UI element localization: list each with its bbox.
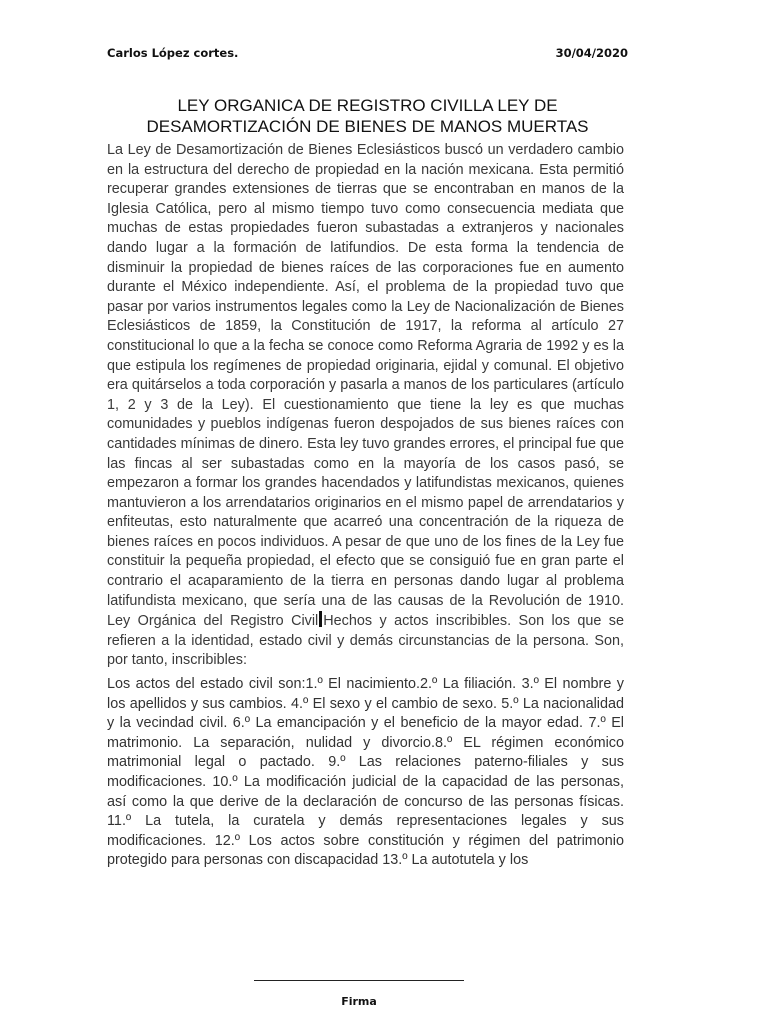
document-date: 30/04/2020 [555,46,628,60]
author-name: Carlos López cortes. [107,46,239,60]
paragraph-2: Los actos del estado civil son:1.º El nacimiento.2.º La filiación. 3.º El nombre y los apellidos y sus cambios. 4.º El sexo y el cambio de sexo. 5.º La nacionalidad y la vecindad civil. 6.º La emancipación y el beneficio de la mayor edad. 7.º El matrimonio. La separación, nulidad y divorcio.8.º EL régimen económico matrimonial legal o pactado. 9.º Las relaciones paterno-filiales y sus modificaciones. 10.º La modificación judicial de la capacidad de las personas, así como la que derive de la declaración de concurso de las personas físicas. 11.º La tutela, la curatela y demás representaciones legales y sus modificaciones. 12.º Los actos sobre constitución y régimen del patrimonio protegido para personas con discapacidad 13.º La autotutela y los [107,676,624,869]
paragraph-1-tail-a: . Ley Orgánica del Registro Civil [107,592,624,630]
signature-label: Firma [341,995,377,1008]
signature-line [254,980,464,981]
paragraph-1-text: La Ley de Desamortización de Bienes Eclesiásticos buscó un verdadero cambio en la estructura del derecho de propiedad en la nación mexicana. Esta permitió recuperar grandes extensiones de tierras que se encontraban en manos de la Iglesia Católica, pero al mismo tiempo tuvo como consecuencia mediata que muchas de estas propiedades fueron subastadas a extranjeros y nacionales dando lugar a la formación de latifundios. De esta forma la tendencia de disminuir la propiedad de bienes raíces de las corporaciones fue en aumento durante el México independiente. Así, el problema de la propiedad tuvo que pasar por varios instrumentos legales como la Ley de Nacionalización de Bienes Eclesiásticos de 1859, la Constitución de 1917, la reforma al artículo 27 constitucional lo que a la fecha se conoce como Reforma Agraria de 1992 y es la que estipula los regímenes de propiedad originaria, ejidal y comunal. El objetivo era quitárselos a toda corporación y pasarla a manos de los particulares (artículo 1, 2 y 3 de la Ley). El cuestionamiento que tiene la ley es que muchas comunidades y pueblos indígenas fueron despojados de sus bienes raíces con cantidades mínimas de dinero. Esta ley tuvo grandes errores, el principal fue que las fincas al ser subastadas como en la mayoría de los casos pasó, se empezaron a formar los grandes hacendados y latifundistas mexicanos, quienes mantuvieron a los arrendatarios originarios en el mismo papel de arrendatarios y enfiteutas, esto naturalmente que acarreó una concentración de la riqueza de bienes raíces en pocos individuos. A pesar de que uno de los fines de la Ley fue constituir la pequeña propiedad, el efecto que se consiguió fue en gran parte el contrario el acaparamiento de la tierra en personas dando lugar al problema latifundista mexicano, que sería una de las causas de la Revolución de 1910 [107,142,624,609]
paragraph-1-tail-b: Hechos y actos inscribibles. Son los que se refieren a la identidad, estado civil y demás circunstancias de la persona. Son, por tanto, inscribibles: [107,613,624,669]
document-title: LEY ORGANICA DE REGISTRO CIVILLA LEY DE DESAMORTIZACIÓN DE BIENES DE MANOS MUERTAS [146,96,589,136]
document-body [107,141,624,871]
paragraph-1 [107,141,624,671]
text-cursor [319,611,322,627]
document-header [107,46,628,60]
